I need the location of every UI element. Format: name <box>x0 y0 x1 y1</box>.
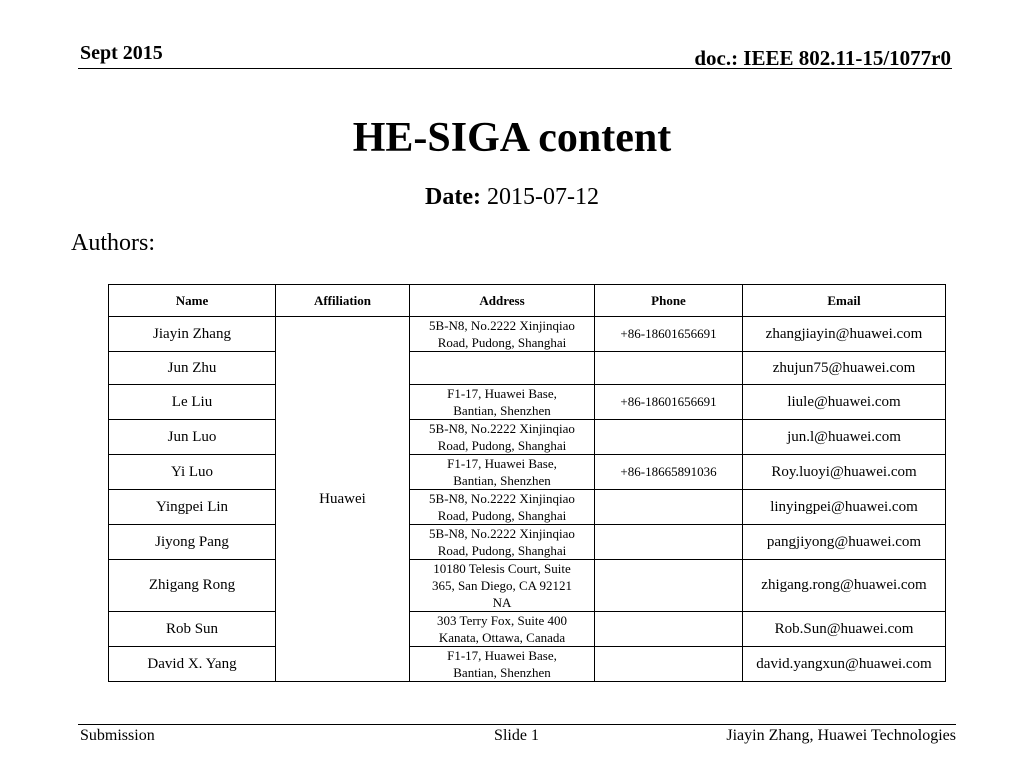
author-phone <box>595 420 743 455</box>
author-address <box>410 490 595 525</box>
author-name: David X. Yang <box>109 647 276 682</box>
address-line: 5B-N8, No.2222 Xinjinqiao <box>429 491 575 506</box>
table-row <box>109 560 946 612</box>
author-address <box>410 317 595 352</box>
author-phone: +86-18665891036 <box>595 455 743 490</box>
header-divider <box>78 68 952 69</box>
author-address <box>410 455 595 490</box>
date-label: Date: <box>425 184 481 210</box>
author-phone: +86-18601656691 <box>595 385 743 420</box>
table-row <box>109 385 946 420</box>
header-date: Sept 2015 <box>80 42 163 64</box>
table-row <box>109 490 946 525</box>
date-value: 2015-07-12 <box>486 184 599 210</box>
author-email: zhigang.rong@huawei.com <box>743 560 946 612</box>
address-line: F1-17, Huawei Base, <box>447 456 557 471</box>
author-phone <box>595 612 743 647</box>
author-phone <box>595 525 743 560</box>
footer-slide-number: Slide 1 <box>494 727 539 744</box>
author-name: Jiyong Pang <box>109 525 276 560</box>
address-line: F1-17, Huawei Base, <box>447 386 557 401</box>
table-row <box>109 612 946 647</box>
address-line: Bantian, Shenzhen <box>453 473 551 488</box>
address-line: Road, Pudong, Shanghai <box>437 438 567 453</box>
author-name: Rob Sun <box>109 612 276 647</box>
address-line: Road, Pudong, Shanghai <box>437 335 567 350</box>
address-line: F1-17, Huawei Base, <box>447 648 557 663</box>
column-header-email: Email <box>743 285 946 317</box>
author-name: Jun Zhu <box>109 352 276 385</box>
author-address <box>410 612 595 647</box>
column-header-name: Name <box>109 285 276 317</box>
author-email: pangjiyong@huawei.com <box>743 525 946 560</box>
column-header-address: Address <box>410 285 595 317</box>
author-address <box>410 647 595 682</box>
table-row <box>109 352 946 385</box>
author-email: linyingpei@huawei.com <box>743 490 946 525</box>
column-header-phone: Phone <box>595 285 743 317</box>
authors-table <box>108 284 946 682</box>
table-header-row <box>109 285 946 317</box>
author-email: zhangjiayin@huawei.com <box>743 317 946 352</box>
author-name: Yingpei Lin <box>109 490 276 525</box>
author-address <box>410 420 595 455</box>
author-email: david.yangxun@huawei.com <box>743 647 946 682</box>
address-line: 365, San Diego, CA 92121 <box>431 578 573 593</box>
footer-author: Jiayin Zhang, Huawei Technologies <box>726 727 956 744</box>
footer-submission: Submission <box>80 727 155 744</box>
table-row <box>109 647 946 682</box>
slide-date <box>0 182 1024 212</box>
column-header-affiliation: Affiliation <box>276 285 410 317</box>
address-line: Bantian, Shenzhen <box>453 403 551 418</box>
author-email: zhujun75@huawei.com <box>743 352 946 385</box>
address-line: 10180 Telesis Court, Suite <box>433 561 571 576</box>
address-line: 5B-N8, No.2222 Xinjinqiao <box>429 526 575 541</box>
author-email: liule@huawei.com <box>743 385 946 420</box>
address-line: 5B-N8, No.2222 Xinjinqiao <box>429 318 575 333</box>
table-row <box>109 420 946 455</box>
author-name: Le Liu <box>109 385 276 420</box>
author-address <box>410 560 595 612</box>
author-email: Roy.luoyi@huawei.com <box>743 455 946 490</box>
footer-divider <box>78 724 956 725</box>
address-line: Road, Pudong, Shanghai <box>437 543 567 558</box>
author-affiliation: Huawei <box>276 317 410 682</box>
address-line: Road, Pudong, Shanghai <box>437 508 567 523</box>
author-phone <box>595 490 743 525</box>
author-name: Yi Luo <box>109 455 276 490</box>
author-address <box>410 352 595 385</box>
table-row <box>109 455 946 490</box>
author-email: jun.l@huawei.com <box>743 420 946 455</box>
author-name: Jiayin Zhang <box>109 317 276 352</box>
address-line: NA <box>492 595 512 610</box>
slide-title: HE-SIGA content <box>352 115 672 161</box>
table-row <box>109 525 946 560</box>
author-phone <box>595 560 743 612</box>
table-row <box>109 317 946 352</box>
author-address <box>410 385 595 420</box>
authors-label: Authors: <box>71 230 155 256</box>
author-address <box>410 525 595 560</box>
address-line: 303 Terry Fox, Suite 400 <box>437 613 567 628</box>
author-phone: +86-18601656691 <box>595 317 743 352</box>
header-doc-id: doc.: IEEE 802.11-15/1077r0 <box>694 46 951 70</box>
author-phone <box>595 352 743 385</box>
author-name: Zhigang Rong <box>109 560 276 612</box>
author-phone <box>595 647 743 682</box>
address-line: Kanata, Ottawa, Canada <box>438 630 566 645</box>
author-email: Rob.Sun@huawei.com <box>743 612 946 647</box>
address-line: 5B-N8, No.2222 Xinjinqiao <box>429 421 575 436</box>
author-name: Jun Luo <box>109 420 276 455</box>
address-line: Bantian, Shenzhen <box>453 665 551 680</box>
